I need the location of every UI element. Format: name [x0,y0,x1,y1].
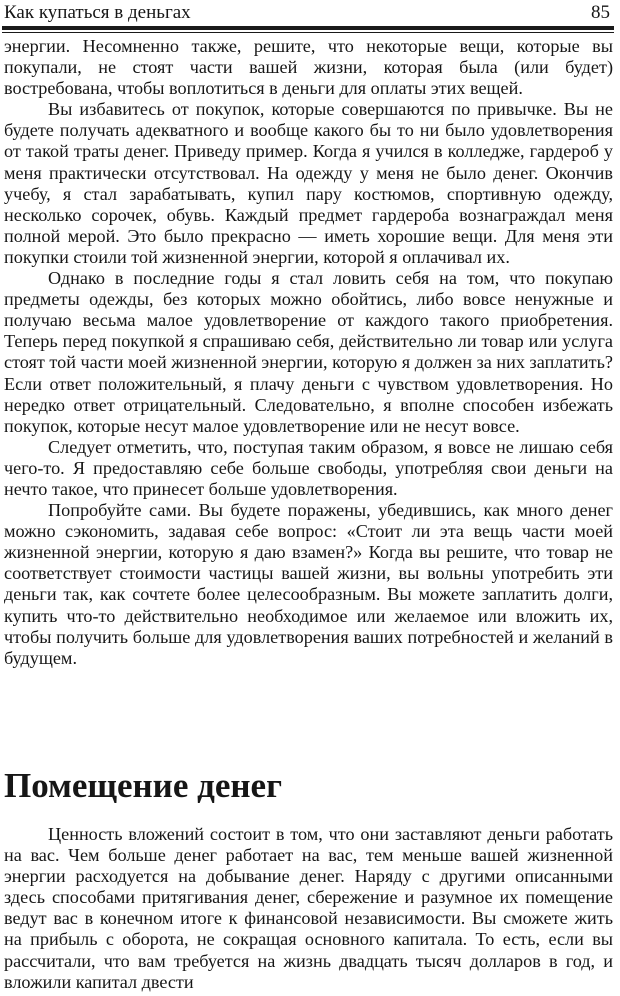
paragraph: Ценность вложений состоит в том, что они заставляют деньги работать на вас. Чем больше денег работает на вас, тем меньше вашей жизненной энергии расходуется на добывание денег. Наряду с другими описанными здесь способами притягивания денег, сбережение и разумное их помещение ведут вас в конечном итоге к финансовой независимости. Вы сможете жить на прибыль с оборота, не сокращая основного капитала. То есть, если вы рассчитали, что вам требуется на жизнь двадцать тысяч долларов в год, и вложили капитал двести [4,824,613,992]
paragraph-continued: энергии. Несомненно также, решите, что некоторые вещи, которые вы покупали, не стоят части вашей жизни, которая была (или будет) востребована, чтобы воплотиться в деньги для оплаты этих вещей. [4,36,613,99]
header-rule-thin [2,32,614,33]
paragraph: Следует отметить, что, поступая таким образом, я вовсе не лишаю себя чего-то. Я предоставляю себе больше свободы, употребляя свои деньги на нечто такое, что принесет больше удовлетворения. [4,436,613,499]
paragraph: Попробуйте сами. Вы будете поражены, убедившись, как много денег можно сэкономить, задавая себе вопрос: «Стоит ли эта вещь части моей жизненной энергии, которую я даю взамен?» Когда вы решите, что товар не соответствует стоимости частицы вашей жизни, вы вольны употребить эти деньги так, как сочтете более целесообразным. Вы можете заплатить долги, купить что-то действительно необходимое или желаемое или вложить их, чтобы получить больше для удовлетворения ваших потребностей и желаний в будущем. [4,500,613,668]
header-rule-thick [2,26,614,30]
page-number: 85 [591,2,610,23]
running-head [4,2,610,24]
section-heading: Помещение денег [4,766,282,805]
running-title: Как купаться в деньгах [4,2,191,23]
section-text [4,824,613,993]
paragraph: Вы избавитесь от покупок, которые совершаются по привычке. Вы не будете получать адекватного и вообще какого бы то ни было удовлетворения от такой траты денег. Приведу пример. Когда я учился в колледже, гардероб у меня практически отсутствовал. На одежду у меня не было денег. Окончив учебу, я стал зарабатывать, купил пару костюмов, спортивную одежду, несколько сорочек, обувь. Каждый предмет гардероба вознаграждал меня полной мерой. Это было прекрасно — иметь хорошие вещи. Для меня эти покупки стоили той жизненной энергии, которой я оплачивал их. [4,99,613,267]
paragraph: Однако в последние годы я стал ловить себя на том, что покупаю предметы одежды, без которых можно обойтись, либо вовсе ненужные и получаю весьма малое удовлетворение от каждого такого приобретения. Теперь перед покупкой я спрашиваю себя, действительно ли товар или услуга стоят той части моей жизненной энергии, которую я должен за них заплатить? Если ответ положительный, я плачу деньги с чувством удовлетворения. Но нередко ответ отрицательный. Следовательно, я вполне способен избежать покупок, которые несут малое удовлетворение или не несут вовсе. [4,268,613,436]
body-text [4,36,613,669]
